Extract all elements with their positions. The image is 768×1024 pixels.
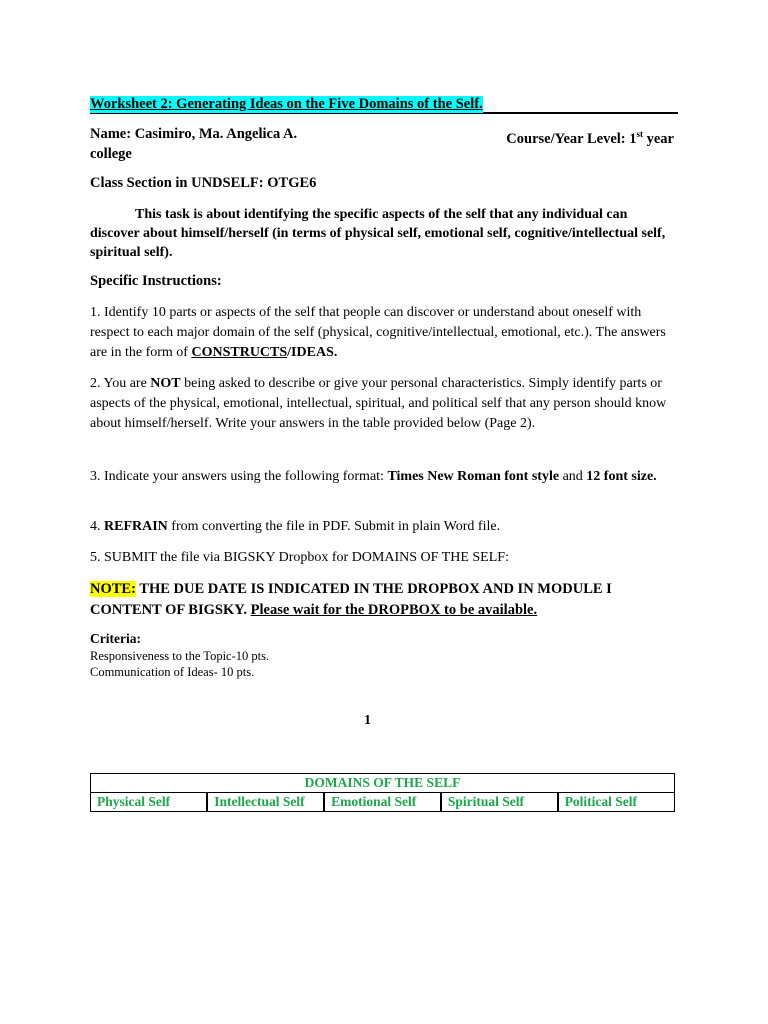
- instruction-2: [90, 374, 680, 434]
- column-intellectual-self: Intellectual Self: [207, 793, 324, 812]
- course-label: Course/Year Level: 1: [506, 130, 637, 147]
- font-size-text: 12 font size.: [586, 469, 657, 484]
- not-text: NOT: [150, 376, 181, 391]
- note-wait: Please wait for the DROPBOX to be available.: [250, 602, 538, 618]
- college-text: college: [90, 146, 132, 162]
- instruction-4-b: from converting the file in PDF. Submit in plain Word file.: [167, 519, 501, 534]
- class-section: Class Section in UNDSELF: OTGE6: [90, 175, 317, 191]
- domains-table-heading: DOMAINS OF THE SELF: [91, 774, 675, 793]
- criteria-item: Responsiveness to the Topic-10 pts.: [90, 649, 270, 663]
- instruction-2-a: 2. You are: [90, 376, 151, 391]
- title-bar: [90, 95, 678, 114]
- criteria-item: Communication of Ideas- 10 pts.: [90, 665, 255, 679]
- instruction-2-b: being asked to describe or give your personal characteristics. Simply identify parts or aspects of the physical, emotional, intellectual, spiritual, and political self that any person should know about himself/herself. Write your answers in the table provided below (Page 2).: [90, 376, 667, 431]
- instruction-4: [90, 517, 680, 537]
- instruction-1-text: 1. Identify 10 parts or aspects of the self that people can discover or understand about oneself with respect to each major domain of the self (physical, cognitive/intellectual, emotional, etc.). The answers are in the form of: [90, 305, 666, 360]
- column-physical-self: Physical Self: [91, 793, 208, 812]
- font-style-text: Times New Roman font style: [387, 469, 560, 484]
- note-label: NOTE:: [90, 581, 136, 597]
- instruction-5: 5. SUBMIT the file via BIGSKY Dropbox for DOMAINS OF THE SELF:: [90, 550, 509, 565]
- refrain-text: REFRAIN: [104, 519, 168, 534]
- name-row: [90, 125, 678, 147]
- intro-paragraph: [90, 205, 675, 262]
- specific-instructions-heading: Specific Instructions:: [90, 273, 222, 289]
- course-year: year: [643, 130, 674, 147]
- domains-table: [90, 773, 675, 812]
- course-year-level: [506, 125, 674, 149]
- ideas-text: /IDEAS.: [287, 345, 338, 360]
- note-text: THE DUE DATE IS INDICATED IN THE DROPBOX AND IN MODULE I CONTENT OF BIGSKY.: [90, 581, 612, 618]
- instruction-1: [90, 303, 680, 363]
- instruction-3-a: 3. Indicate your answers using the following format:: [90, 469, 388, 484]
- criteria-heading: Criteria:: [90, 631, 141, 646]
- instruction-3-and: and: [559, 469, 587, 484]
- column-emotional-self: Emotional Self: [324, 793, 441, 812]
- instruction-3: [90, 467, 680, 487]
- constructs-text: CONSTRUCTS: [191, 345, 288, 360]
- worksheet-title: Worksheet 2: Generating Ideas on the Five Domains of the Self.: [90, 96, 483, 112]
- intro-text: This task is about identifying the specific aspects of the self that any individual can discover about himself/herself (in terms of physical self, emotional self, cognitive/intellectual self, spiritual self).: [90, 207, 666, 260]
- course-sup: st: [636, 129, 643, 139]
- due-date-note: [90, 579, 680, 621]
- student-name: Name: Casimiro, Ma. Angelica A.: [90, 126, 298, 142]
- column-spiritual-self: Spiritual Self: [441, 793, 558, 812]
- page-number: 1: [364, 713, 371, 728]
- column-political-self: Political Self: [558, 793, 675, 812]
- instruction-4-num: 4.: [90, 519, 104, 534]
